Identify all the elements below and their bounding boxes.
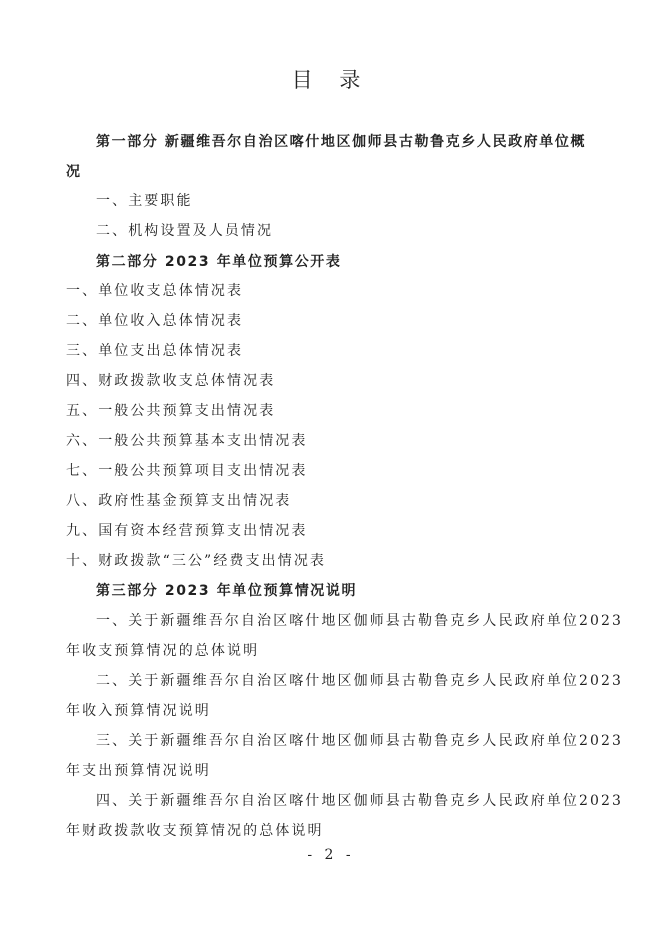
toc-item: 二、单位收入总体情况表 (66, 313, 244, 329)
part1-heading: 第一部分 新疆维吾尔自治区喀什地区伽师县古勒鲁克乡人民政府单位概 (96, 134, 587, 150)
toc-item: 六、一般公共预算基本支出情况表 (66, 433, 308, 449)
toc-item: 十、财政拨款“三公”经费支出情况表 (66, 553, 327, 569)
toc-item-cont: 年支出预算情况说明 (66, 763, 211, 779)
toc-item: 四、关于新疆维吾尔自治区喀什地区伽师县古勒鲁克乡人民政府单位2023 (96, 793, 624, 809)
toc-item: 四、财政拨款收支总体情况表 (66, 373, 276, 389)
toc-item: 三、单位支出总体情况表 (66, 343, 244, 359)
toc-item: 三、关于新疆维吾尔自治区喀什地区伽师县古勒鲁克乡人民政府单位2023 (96, 733, 624, 749)
toc-item: 七、一般公共预算项目支出情况表 (66, 463, 308, 479)
toc-item: 九、国有资本经营预算支出情况表 (66, 523, 308, 539)
toc-item-cont: 年财政拨款收支预算情况的总体说明 (66, 823, 324, 839)
part1-heading-cont: 况 (66, 164, 82, 180)
page-number: - 2 - (307, 847, 355, 863)
part2-heading: 第二部分 2023 年单位预算公开表 (96, 254, 342, 270)
toc-item: 五、一般公共预算支出情况表 (66, 403, 276, 419)
toc-title: 目 录 (291, 68, 371, 92)
toc-item: 一、单位收支总体情况表 (66, 283, 244, 299)
toc-item: 二、关于新疆维吾尔自治区喀什地区伽师县古勒鲁克乡人民政府单位2023 (96, 673, 624, 689)
toc-item-cont: 年收入预算情况说明 (66, 703, 211, 719)
toc-item: 八、政府性基金预算支出情况表 (66, 493, 292, 509)
toc-item: 二、机构设置及人员情况 (96, 223, 274, 239)
toc-item: 一、关于新疆维吾尔自治区喀什地区伽师县古勒鲁克乡人民政府单位2023 (96, 613, 624, 629)
part3-heading: 第三部分 2023 年单位预算情况说明 (96, 583, 358, 599)
toc-item: 一、主要职能 (96, 193, 193, 209)
toc-item-cont: 年收支预算情况的总体说明 (66, 643, 260, 659)
